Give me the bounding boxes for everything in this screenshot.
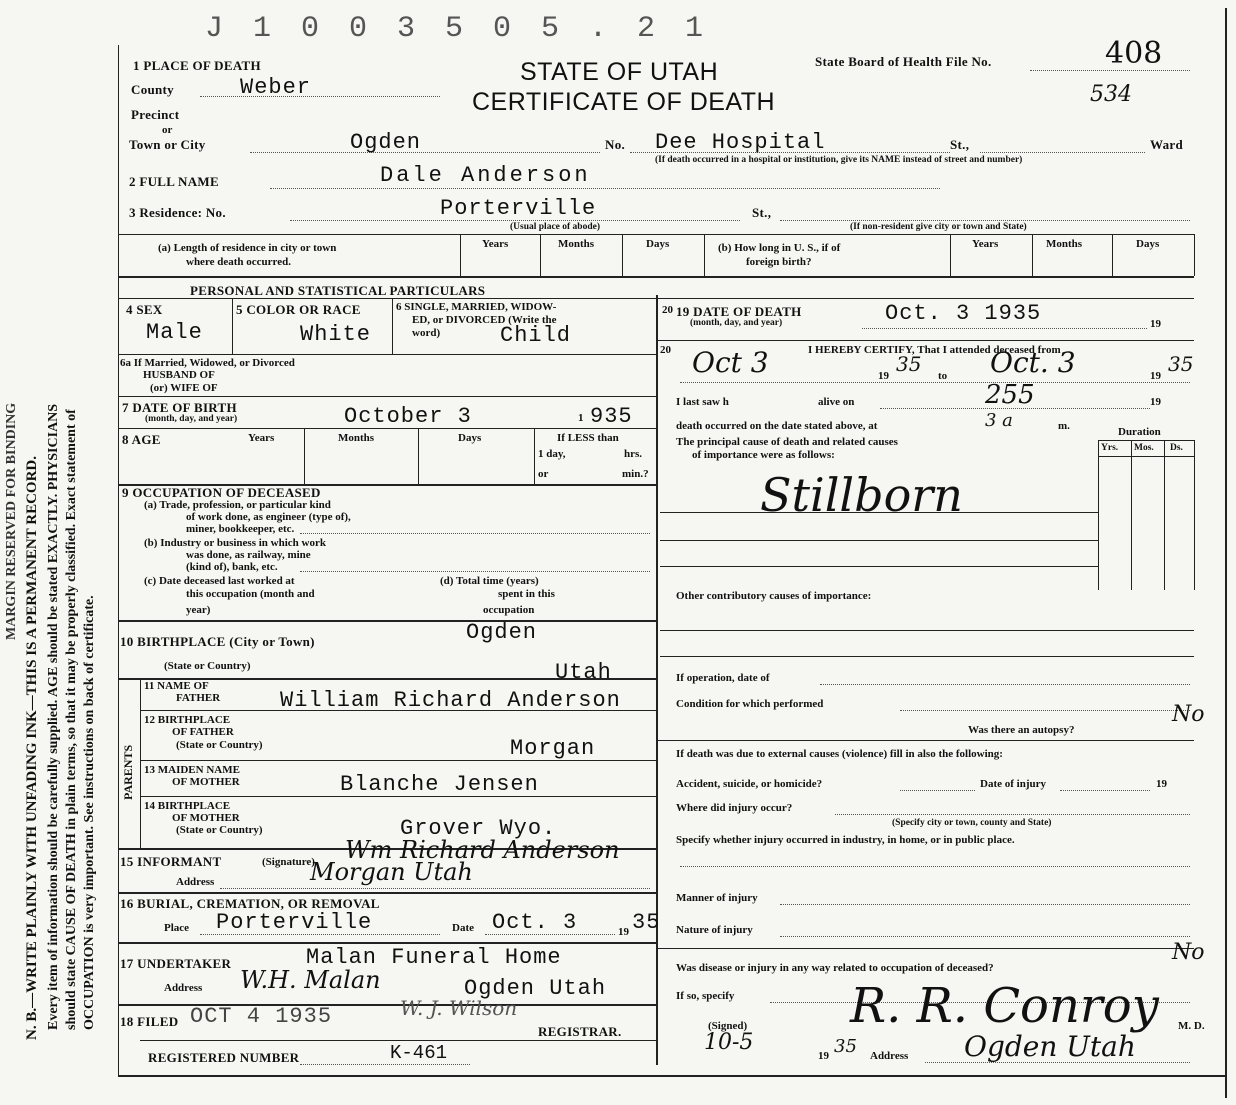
duration-yrs: Yrs. — [1101, 443, 1119, 453]
physician-address: Ogden Utah — [964, 1030, 1136, 1063]
residence-months-label: Months — [558, 238, 595, 250]
from-year: 35 — [896, 352, 922, 376]
less-hrs-label: hrs. — [624, 448, 643, 460]
marital-label-a: 6 SINGLE, MARRIED, WIDOW- — [396, 301, 557, 313]
duration-mos: Mos. — [1134, 443, 1154, 453]
no-label: No. — [605, 137, 626, 152]
marital-label-c: word) — [412, 327, 441, 339]
certificate-title: CERTIFICATE OF DEATH — [472, 88, 776, 116]
age-years-label: Years — [248, 432, 275, 444]
informant-label: 15 INFORMANT — [120, 854, 222, 869]
burial-year-prefix: 19 — [618, 926, 629, 938]
last-saw-value: 255 — [985, 380, 1035, 410]
duration-label: Duration — [1118, 426, 1161, 438]
condition-label: Condition for which performed — [676, 698, 824, 710]
burial-date: Oct. 3 — [492, 910, 578, 935]
operation-label: If operation, date of — [676, 672, 770, 684]
undertaker-signature: W.H. Malan — [240, 966, 381, 994]
accident-label: Accident, suicide, or homicide? — [676, 778, 823, 790]
undertaker-name: Malan Funeral Home — [306, 945, 562, 970]
birthplace-state: Utah — [555, 660, 612, 685]
informant-signature-label: (Signature) — [262, 856, 315, 868]
occupation-a1: (a) Trade, profession, or particular kind — [144, 499, 331, 511]
dod-year-prefix: 19 — [1150, 318, 1161, 330]
burial-place: Porterville — [216, 910, 373, 935]
occupation-related-answer: No — [1172, 940, 1205, 965]
father-name: William Richard Anderson — [280, 688, 621, 713]
filed-date: OCT 4 1935 — [190, 1004, 333, 1029]
us-residence-label-b: foreign birth? — [746, 256, 812, 268]
occupation-d1: (d) Total time (years) — [440, 575, 539, 587]
spouse-label-b: HUSBAND OF — [143, 369, 215, 381]
age-label: 8 AGE — [122, 432, 161, 447]
dod-sub-label: (month, day, and year) — [690, 318, 783, 328]
attended-to: Oct. 3 — [990, 346, 1076, 379]
death-occurred-label: death occurred on the date stated above, at — [676, 420, 878, 432]
age-months-label: Months — [338, 432, 375, 444]
full-name-value: Dale Anderson — [380, 163, 591, 188]
county-value: Weber — [240, 75, 312, 100]
residence-value: Porterville — [440, 196, 597, 221]
m-label: m. — [1058, 420, 1070, 432]
mother-label-a: 13 MAIDEN NAME — [144, 764, 240, 776]
occupation-a3: miner, bookkeeper, etc. — [186, 523, 295, 535]
occupation-b2: was done, as railway, mine — [186, 549, 311, 561]
margin-instruction-3: should state CAUSE OF DEATH in plain terms, so that it may be properly classified. Exact statement of — [64, 409, 79, 1030]
death-time: 3 a — [985, 410, 1013, 431]
to-year-prefix: 19 — [1150, 370, 1161, 382]
occupation-c3: year) — [186, 604, 211, 616]
less-than-label: If LESS than — [557, 432, 619, 444]
to-year: 35 — [1168, 352, 1194, 376]
father-label-b: FATHER — [176, 692, 221, 704]
residence-years-label: Years — [482, 238, 509, 250]
last-saw-year-prefix: 19 — [1150, 396, 1161, 408]
injury-year-prefix: 19 — [1156, 778, 1167, 790]
dob-year: 935 — [590, 404, 633, 429]
autopsy-answer: No — [1172, 702, 1205, 727]
attended-from: Oct 3 — [692, 346, 769, 379]
father-birthplace: Morgan — [510, 736, 596, 761]
sex-label: 4 SEX — [126, 302, 163, 317]
occupation-a2: of work done, as engineer (type of), — [186, 511, 351, 523]
certify-number: 20 — [660, 344, 671, 356]
occupation-b3: (kind of), bank, etc. — [186, 561, 278, 573]
physician-signature: R. R. Conroy — [850, 978, 1159, 1034]
margin-instruction-2: Every item of information should be carefully supplied. AGE should be stated EXACTLY. PHYSICIANS — [46, 403, 61, 1030]
injury-where-note: (Specify city or town, county and State) — [892, 818, 1052, 828]
age-days-label: Days — [458, 432, 482, 444]
dod-value: Oct. 3 1935 — [885, 301, 1042, 326]
if-so-label: If so, specify — [676, 990, 735, 1002]
residence-street-label: St., — [752, 205, 772, 220]
dob-label: 7 DATE OF BIRTH — [122, 400, 237, 415]
informant-signature: Wm Richard Anderson — [345, 836, 620, 864]
undertaker-label: 17 UNDERTAKER — [120, 956, 232, 971]
state-title: STATE OF UTAH — [520, 58, 719, 86]
dod-num: 20 — [662, 304, 673, 316]
burial-year: 35 — [632, 910, 661, 935]
injury-where-label: Where did injury occur? — [676, 802, 793, 814]
race-value: White — [300, 322, 372, 347]
margin-instruction-1: N. B.—WRITE PLAINLY WITH UNFADING INK—THIS IS A PERMANENT RECORD. — [24, 456, 40, 1040]
mother-birthplace-label-b: OF MOTHER — [172, 812, 240, 824]
mother-label-b: OF MOTHER — [172, 776, 240, 788]
md-label: M. D. — [1178, 1020, 1205, 1032]
parents-side-label: PARENTS — [121, 744, 135, 800]
external-causes-label: If death was due to external causes (violence) fill in also the following: — [676, 748, 1003, 760]
occupation-d2: spent in this — [498, 588, 555, 600]
race-label: 5 COLOR OR RACE — [236, 302, 361, 317]
us-months-label: Months — [1046, 238, 1083, 250]
place-of-death-label: 1 PLACE OF DEATH — [133, 58, 261, 73]
usual-abode-note: (Usual place of abode) — [510, 222, 600, 232]
dob-sub-label: (month, day, and year) — [145, 414, 238, 424]
residence-days-label: Days — [646, 238, 670, 250]
signed-label: (Signed) — [708, 1020, 748, 1032]
birthplace-state-label: (State or Country) — [164, 660, 251, 672]
occupation-label: 9 OCCUPATION OF DECEASED — [122, 485, 321, 500]
signed-year: 35 — [834, 1036, 857, 1057]
filed-label: 18 FILED — [120, 1014, 179, 1029]
town-label: Town or City — [129, 137, 206, 152]
birthplace-city: Ogden — [466, 620, 538, 645]
birthplace-label: 10 BIRTHPLACE (City or Town) — [120, 634, 315, 649]
burial-place-label: Place — [164, 922, 190, 934]
father-birthplace-label-c: (State or Country) — [176, 739, 263, 751]
file-no-label: State Board of Health File No. — [815, 54, 992, 69]
cause-label-b: of importance were as follows: — [692, 449, 835, 461]
burial-date-label: Date — [452, 922, 474, 934]
town-value: Ogden — [350, 130, 422, 155]
duration-ds: Ds. — [1170, 443, 1183, 453]
registered-number-label: REGISTERED NUMBER — [148, 1050, 300, 1065]
margin-binding-note: MARGIN RESERVED FOR BINDING — [4, 402, 19, 640]
informant-address: Morgan Utah — [310, 858, 473, 886]
county-label: County — [131, 82, 174, 97]
certify-label: I HEREBY CERTIFY, That I attended deceased from — [808, 344, 1061, 356]
less-min-label: min.? — [622, 468, 649, 480]
cause-label-a: The principal cause of death and related causes — [676, 436, 898, 448]
precinct-label: Precinct — [131, 107, 180, 122]
personal-section-title: PERSONAL AND STATISTICAL PARTICULARS — [190, 283, 486, 298]
occupation-b1: (b) Industry or business in which work — [144, 537, 326, 549]
signed-date: 10-5 — [704, 1030, 754, 1055]
father-label-a: 11 NAME OF — [144, 680, 209, 692]
us-days-label: Days — [1136, 238, 1160, 250]
mother-birthplace-label-a: 14 BIRTHPLACE — [144, 800, 231, 812]
manner-injury-label: Manner of injury — [676, 892, 758, 904]
father-birthplace-label-a: 12 BIRTHPLACE — [144, 714, 231, 726]
length-residence-label-b: where death occurred. — [186, 256, 291, 268]
dob-value: October 3 — [344, 404, 472, 429]
registrar-label: REGISTRAR. — [538, 1024, 622, 1039]
autopsy-label: Was there an autopsy? — [968, 724, 1075, 736]
informant-address-label: Address — [176, 876, 215, 888]
dod-label: 19 DATE OF DEATH — [676, 304, 802, 319]
length-residence-label-a: (a) Length of residence in city or town — [158, 242, 337, 254]
occupation-c2: this occupation (month and — [186, 588, 315, 600]
burial-label: 16 BURIAL, CREMATION, OR REMOVAL — [120, 896, 380, 911]
nature-injury-label: Nature of injury — [676, 924, 753, 936]
occupation-d3: occupation — [483, 604, 535, 616]
local-number: 534 — [1090, 82, 1132, 107]
marital-label-b: ED, or DIVORCED (Write the — [412, 314, 557, 326]
us-residence-label-a: (b) How long in U. S., if of — [718, 242, 841, 254]
full-name-label: 2 FULL NAME — [129, 174, 219, 189]
registered-number: K-461 — [390, 1042, 448, 1064]
margin-instruction-4: OCCUPATION is very important. See instructions on back of certificate. — [82, 595, 97, 1030]
ward-label: Ward — [1150, 137, 1183, 152]
mother-name: Blanche Jensen — [340, 772, 539, 797]
less-day-label: 1 day, — [538, 448, 566, 460]
father-birthplace-label-b: OF FATHER — [172, 726, 234, 738]
undertaker-address-label: Address — [164, 982, 203, 994]
signed-year-prefix: 19 — [818, 1050, 829, 1062]
cause-of-death: Stillborn — [760, 468, 963, 522]
registrar-signature: W. J. Wilson — [400, 996, 518, 1020]
from-year-prefix: 19 — [878, 370, 889, 382]
certificate-number: J 1 0 0 3 5 0 5 . 2 1 — [205, 12, 710, 46]
physician-address-label: Address — [870, 1050, 909, 1062]
undertaker-address: Ogden Utah — [464, 976, 607, 1001]
residence-label: 3 Residence: No. — [129, 205, 226, 220]
alive-label: alive on — [818, 396, 855, 408]
hospital-note: (If death occurred in a hospital or institution, give its NAME instead of street and number) — [655, 155, 1023, 165]
less-or-label: or — [538, 468, 549, 480]
spouse-label-a: 6a If Married, Widowed, or Divorced — [120, 357, 295, 369]
spouse-label-c: (or) WIFE OF — [150, 382, 218, 394]
mother-birthplace: Grover Wyo. — [400, 816, 557, 841]
injury-date-label: Date of injury — [980, 778, 1046, 790]
specify-injury-label: Specify whether injury occurred in industry, in home, or in public place. — [676, 834, 1015, 846]
file-number: 408 — [1105, 36, 1163, 71]
other-causes-label: Other contributory causes of importance: — [676, 590, 872, 602]
occupation-related-label: Was disease or injury in any way related to occupation of deceased? — [676, 962, 994, 974]
to-label: to — [938, 370, 948, 382]
dob-year-prefix: 1 — [578, 412, 584, 424]
occupation-c1: (c) Date deceased last worked at — [144, 575, 295, 587]
mother-birthplace-label-c: (State or Country) — [176, 824, 263, 836]
sex-value: Male — [146, 320, 203, 345]
street-label: St., — [950, 137, 970, 152]
us-years-label: Years — [972, 238, 999, 250]
marital-value: Child — [500, 323, 572, 348]
hospital-value: Dee Hospital — [655, 130, 826, 155]
nonresident-note: (If non-resident give city or town and State) — [850, 222, 1027, 232]
last-saw-label: I last saw h — [676, 396, 729, 408]
or-label: or — [162, 124, 173, 136]
